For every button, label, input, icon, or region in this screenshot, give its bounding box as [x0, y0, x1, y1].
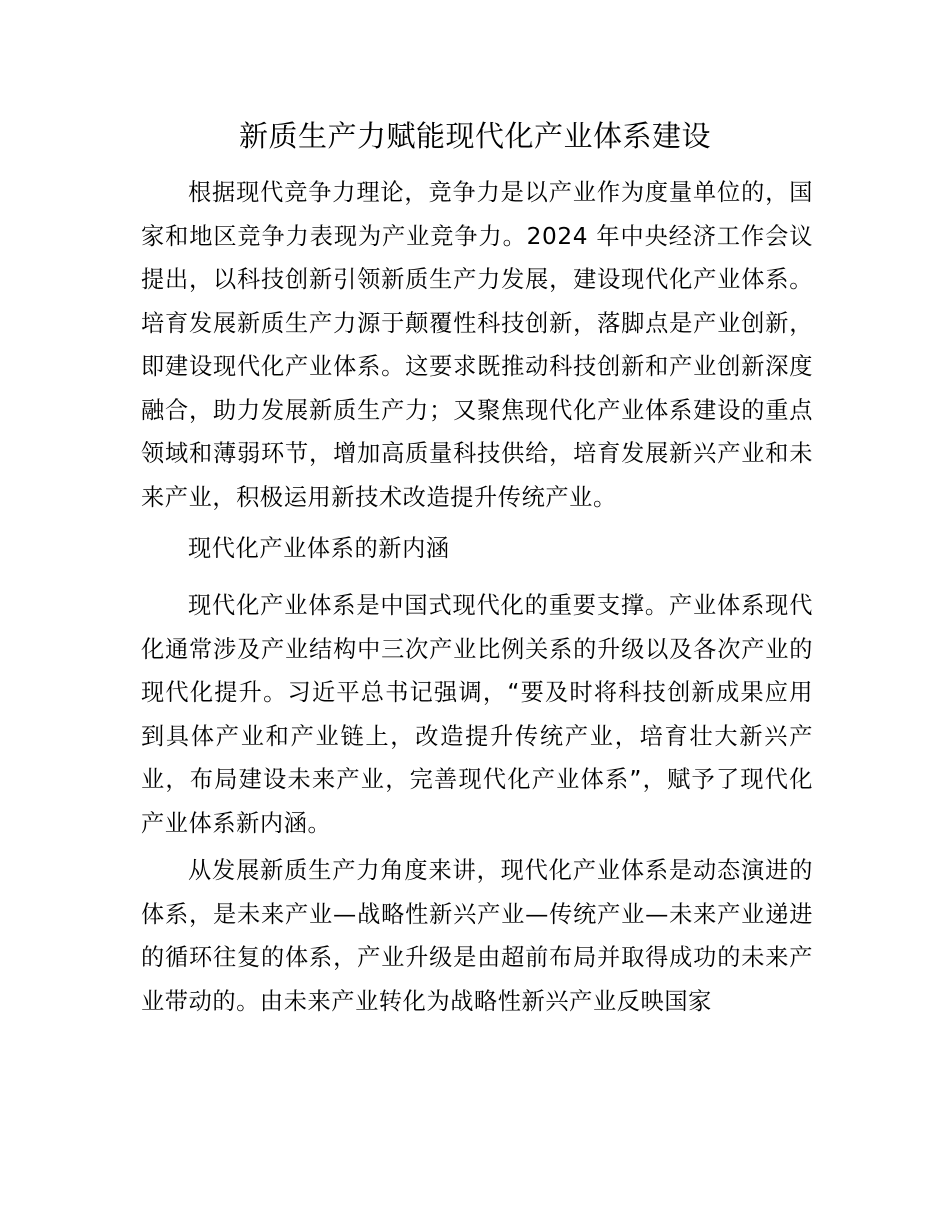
document-title: 新质生产力赋能现代化产业体系建设: [238, 119, 711, 153]
paragraph-intro: 根据现代竞争力理论，竞争力是以产业作为度量单位的，国家和地区竞争力表现为产业竞争力。2024 年中央经济工作会议提出，以科技创新引领新质生产力发展，建设现代化产业体系。培育发展新质生产力源于颠覆性科技创新，落脚点是产业创新，即建设现代化产业体系。这要求既推动科技创新和产业创新深度融合，助力发展新质生产力；又聚焦现代化产业体系建设的重点领域和薄弱环节，增加高质量科技供给，培育发展新兴产业和未来产业，积极运用新技术改造提升传统产业。: [141, 179, 813, 511]
section-heading: 现代化产业体系的新内涵: [188, 535, 450, 562]
paragraph-section-2: 从发展新质生产力角度来讲，现代化产业体系是动态演进的体系，是未来产业—战略性新兴产业—传统产业—未来产业递进的循环往复的体系，产业升级是由超前布局并取得成功的未来产业带动的。由未来产业转化为战略性新兴产业反映国家: [141, 857, 813, 1015]
paragraph-section-1: 现代化产业体系是中国式现代化的重要支撑。产业体系现代化通常涉及产业结构中三次产业比例关系的升级以及各次产业的现代化提升。习近平总书记强调，“要及时将科技创新成果应用到具体产业和产业链上，改造提升传统产业，培育壮大新兴产业，布局建设未来产业，完善现代化产业体系”，赋予了现代化产业体系新内涵。: [141, 592, 813, 837]
